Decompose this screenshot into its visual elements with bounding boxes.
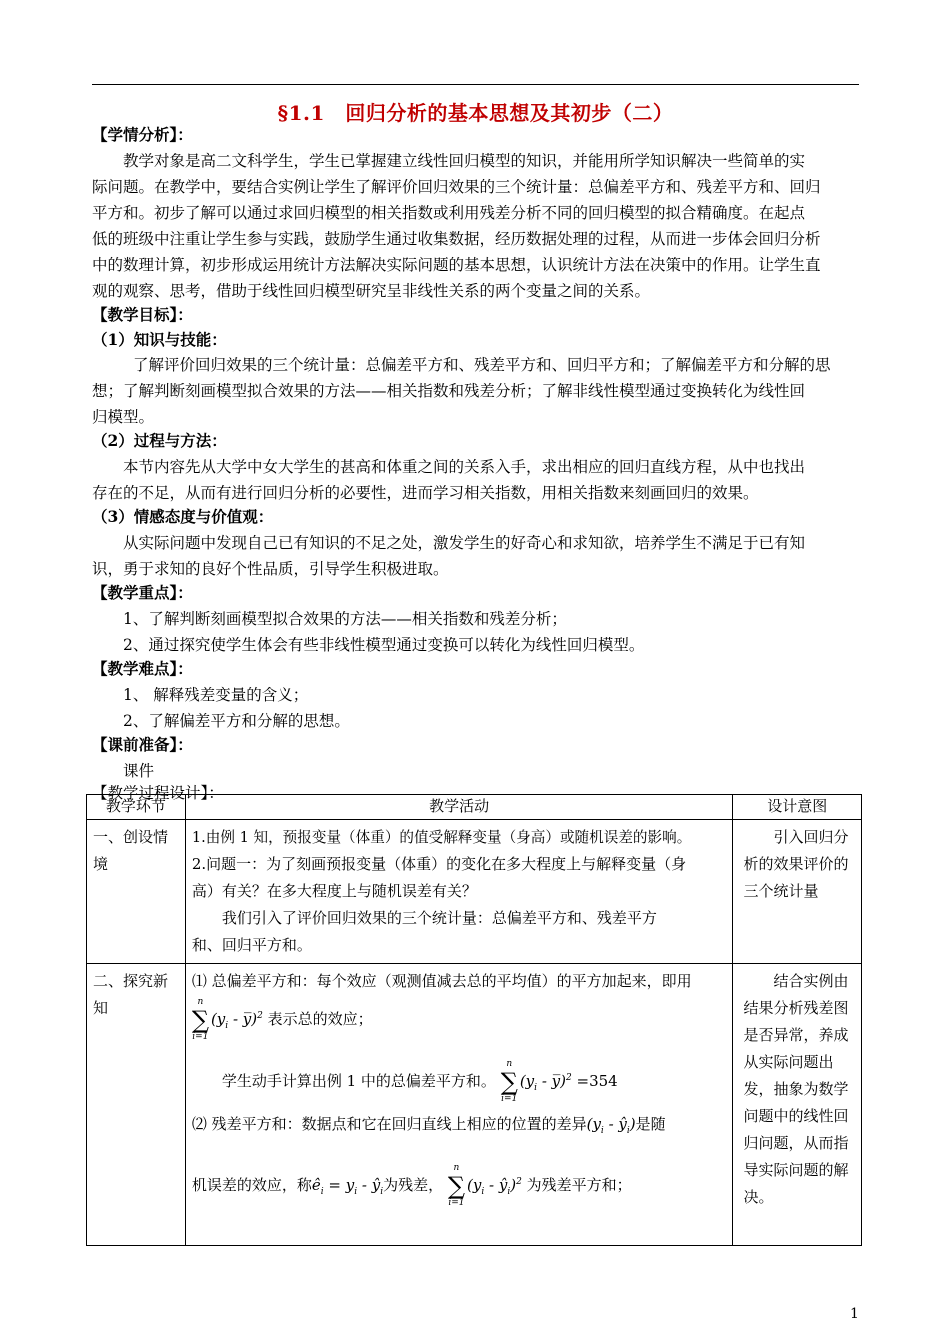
formula-total-caption: 表示总的效应； xyxy=(267,1010,373,1028)
heading-zhunbei: 【课前准备】： xyxy=(92,735,193,754)
residual-def-suffix: 是随 xyxy=(635,1115,666,1133)
activity-line: 1.由例 1 知，预报变量（体重）的值受解释变量（身高）或随机误差的影响。 xyxy=(191,829,692,846)
activity-line: ⑴ 总偏差平方和：每个效应（观测值减去总的平均值）的平方加起来，即用 xyxy=(191,972,692,990)
formula-residual-sum: ($y_i$ - $ŷ_i)^2$ xyxy=(467,1176,522,1197)
heading-xueqing: 【学情分析】： xyxy=(92,125,193,144)
formula-total-line xyxy=(192,997,727,1045)
stage-cell: 一、创设情境 xyxy=(87,820,186,964)
formula-residual-diff: ($y_i$ - $ŷ_i$) xyxy=(586,1115,636,1136)
formula-residual: $ê_i = y_i$ - $ŷ_i$ xyxy=(311,1176,384,1197)
activity-cell xyxy=(185,820,733,964)
knowledge-line: 归模型。 xyxy=(92,408,155,426)
knowledge-line: 了解评价回归效果的三个统计量：总偏差平方和、残差平方和、回归平方和；了解偏差平方和分解的思 xyxy=(133,356,831,374)
residual-sum-suffix: 为残差平方和； xyxy=(526,1176,632,1194)
header-rule xyxy=(92,84,859,85)
formula-total: ($y_i$ - y̅)$^2$ xyxy=(210,1010,263,1031)
nandian-item: 2、了解偏差平方和分解的思想。 xyxy=(123,712,350,730)
page-number: 1 xyxy=(850,1306,859,1322)
formula-total: ($y_i$ - y̅)$^2$ xyxy=(519,1072,572,1093)
process-line: 存在的不足，从而有进行回归分析的必要性，进而学习相关指数，用相关指数来刻画回归的效果。 xyxy=(92,484,759,502)
activity-line: 2.问题一：为了刻画预报变量（体重）的变化在多大程度上与解释变量（身 xyxy=(191,855,687,873)
stage-cell: 二、探究新知 xyxy=(87,964,186,1246)
header-activity: 教学活动 xyxy=(185,795,733,820)
xueqing-line: 教学对象是高二文科学生，学生已掌握建立线性回归模型的知识，并能用所学知识解决一些简单的实 xyxy=(123,152,806,170)
activity-line: 高）有关？在多大程度上与随机误差有关？ xyxy=(191,882,477,900)
sum-symbol: n ∑ i=1 xyxy=(191,997,209,1042)
heading-mubiao: 【教学目标】： xyxy=(92,305,193,324)
heading-zhongdian: 【教学重点】： xyxy=(92,583,193,602)
residual-sum-mid: 为残差， xyxy=(383,1176,444,1194)
computed-total-text: 学生动手计算出例 1 中的总偏差平方和。 xyxy=(221,1072,496,1090)
sum-symbol: n ∑ i=1 xyxy=(500,1059,518,1104)
table-row xyxy=(87,964,862,1246)
subheading-emotion: （3）情感态度与价值观： xyxy=(92,507,274,526)
knowledge-line: 想；了解判断刻画模型拟合效果的方法——相关指数和残差分析；了解非线性模型通过变换转化为线性回 xyxy=(92,382,806,400)
emotion-line: 识，勇于求知的良好个性品质，引导学生积极进取。 xyxy=(92,560,449,578)
computed-total-line xyxy=(192,1059,727,1109)
xueqing-line: 际问题。在教学中，要结合实例让学生了解评价回归效果的三个统计量：总偏差平方和、残差平方和、回归 xyxy=(92,178,821,196)
activity-cell xyxy=(185,964,733,1246)
zhongdian-item: 2、通过探究使学生体会有些非线性模型通过变换可以转化为线性回归模型。 xyxy=(123,636,645,654)
intent-cell: 引入回归分析的效果评价的三个统计量 xyxy=(733,820,862,964)
heading-nandian: 【教学难点】： xyxy=(92,659,193,678)
nandian-item: 1、 解释残差变量的含义； xyxy=(123,686,309,704)
process-line: 本节内容先从大学中女大学生的甚高和体重之间的关系入手，求出相应的回归直线方程，从中也找出 xyxy=(123,458,806,476)
xueqing-line: 低的班级中注重让学生参与实践，鼓励学生通过收集数据，经历数据处理的过程，从而进一步体会回归分析 xyxy=(92,230,821,248)
activity-line: 和、回归平方和。 xyxy=(191,936,312,954)
xueqing-line: 观的观察、思考，借助于线性回归模型研究呈非线性关系的两个变量之间的关系。 xyxy=(92,282,651,300)
computed-total-value: =354 xyxy=(576,1072,618,1090)
emotion-line: 从实际问题中发现自己已有知识的不足之处，激发学生的好奇心和求知欲，培养学生不满足于已有知 xyxy=(123,534,806,552)
residual-sum-text: 机误差的效应，称 xyxy=(191,1176,312,1194)
zhunbei-text: 课件 xyxy=(123,762,155,780)
table-row xyxy=(87,820,862,964)
residual-sum-line xyxy=(192,1163,727,1209)
sum-symbol: n ∑ i=1 xyxy=(447,1163,466,1208)
xueqing-line: 平方和。初步了解可以通过求回归模型的相关指数或利用残差分析不同的回归模型的拟合精确度。在起点 xyxy=(92,204,806,222)
process-table xyxy=(86,794,862,1246)
residual-def-line xyxy=(192,1111,727,1145)
subheading-process: （2）过程与方法： xyxy=(92,431,227,450)
residual-def-text: ⑵ 残差平方和：数据点和它在回归直线上相应的位置的差异 xyxy=(191,1115,587,1133)
xueqing-line: 中的数理计算，初步形成运用统计方法解决实际问题的基本思想，认识统计方法在决策中的作用。让学生直 xyxy=(92,256,821,274)
zhongdian-item: 1、了解判断刻画模型拟合效果的方法——相关指数和残差分析； xyxy=(123,610,567,628)
header-stage: 教学环节 xyxy=(87,795,186,820)
intent-cell: 结合实例由结果分析残差图是否异常，养成从实际问题出发，抽象为数学问题中的线性回归问题，从而指导实际问题的解决。 xyxy=(733,964,862,1246)
page-title: §1.1 回归分析的基本思想及其初步（二） xyxy=(277,101,674,125)
table-header-row xyxy=(87,795,862,820)
activity-line: 我们引入了评价回归效果的三个统计量：总偏差平方和、残差平方 xyxy=(221,909,657,927)
subheading-knowledge: （1）知识与技能： xyxy=(92,330,227,349)
heading-guocheng: 【教学过程设计】： xyxy=(92,784,224,802)
header-intent: 设计意图 xyxy=(733,795,862,820)
